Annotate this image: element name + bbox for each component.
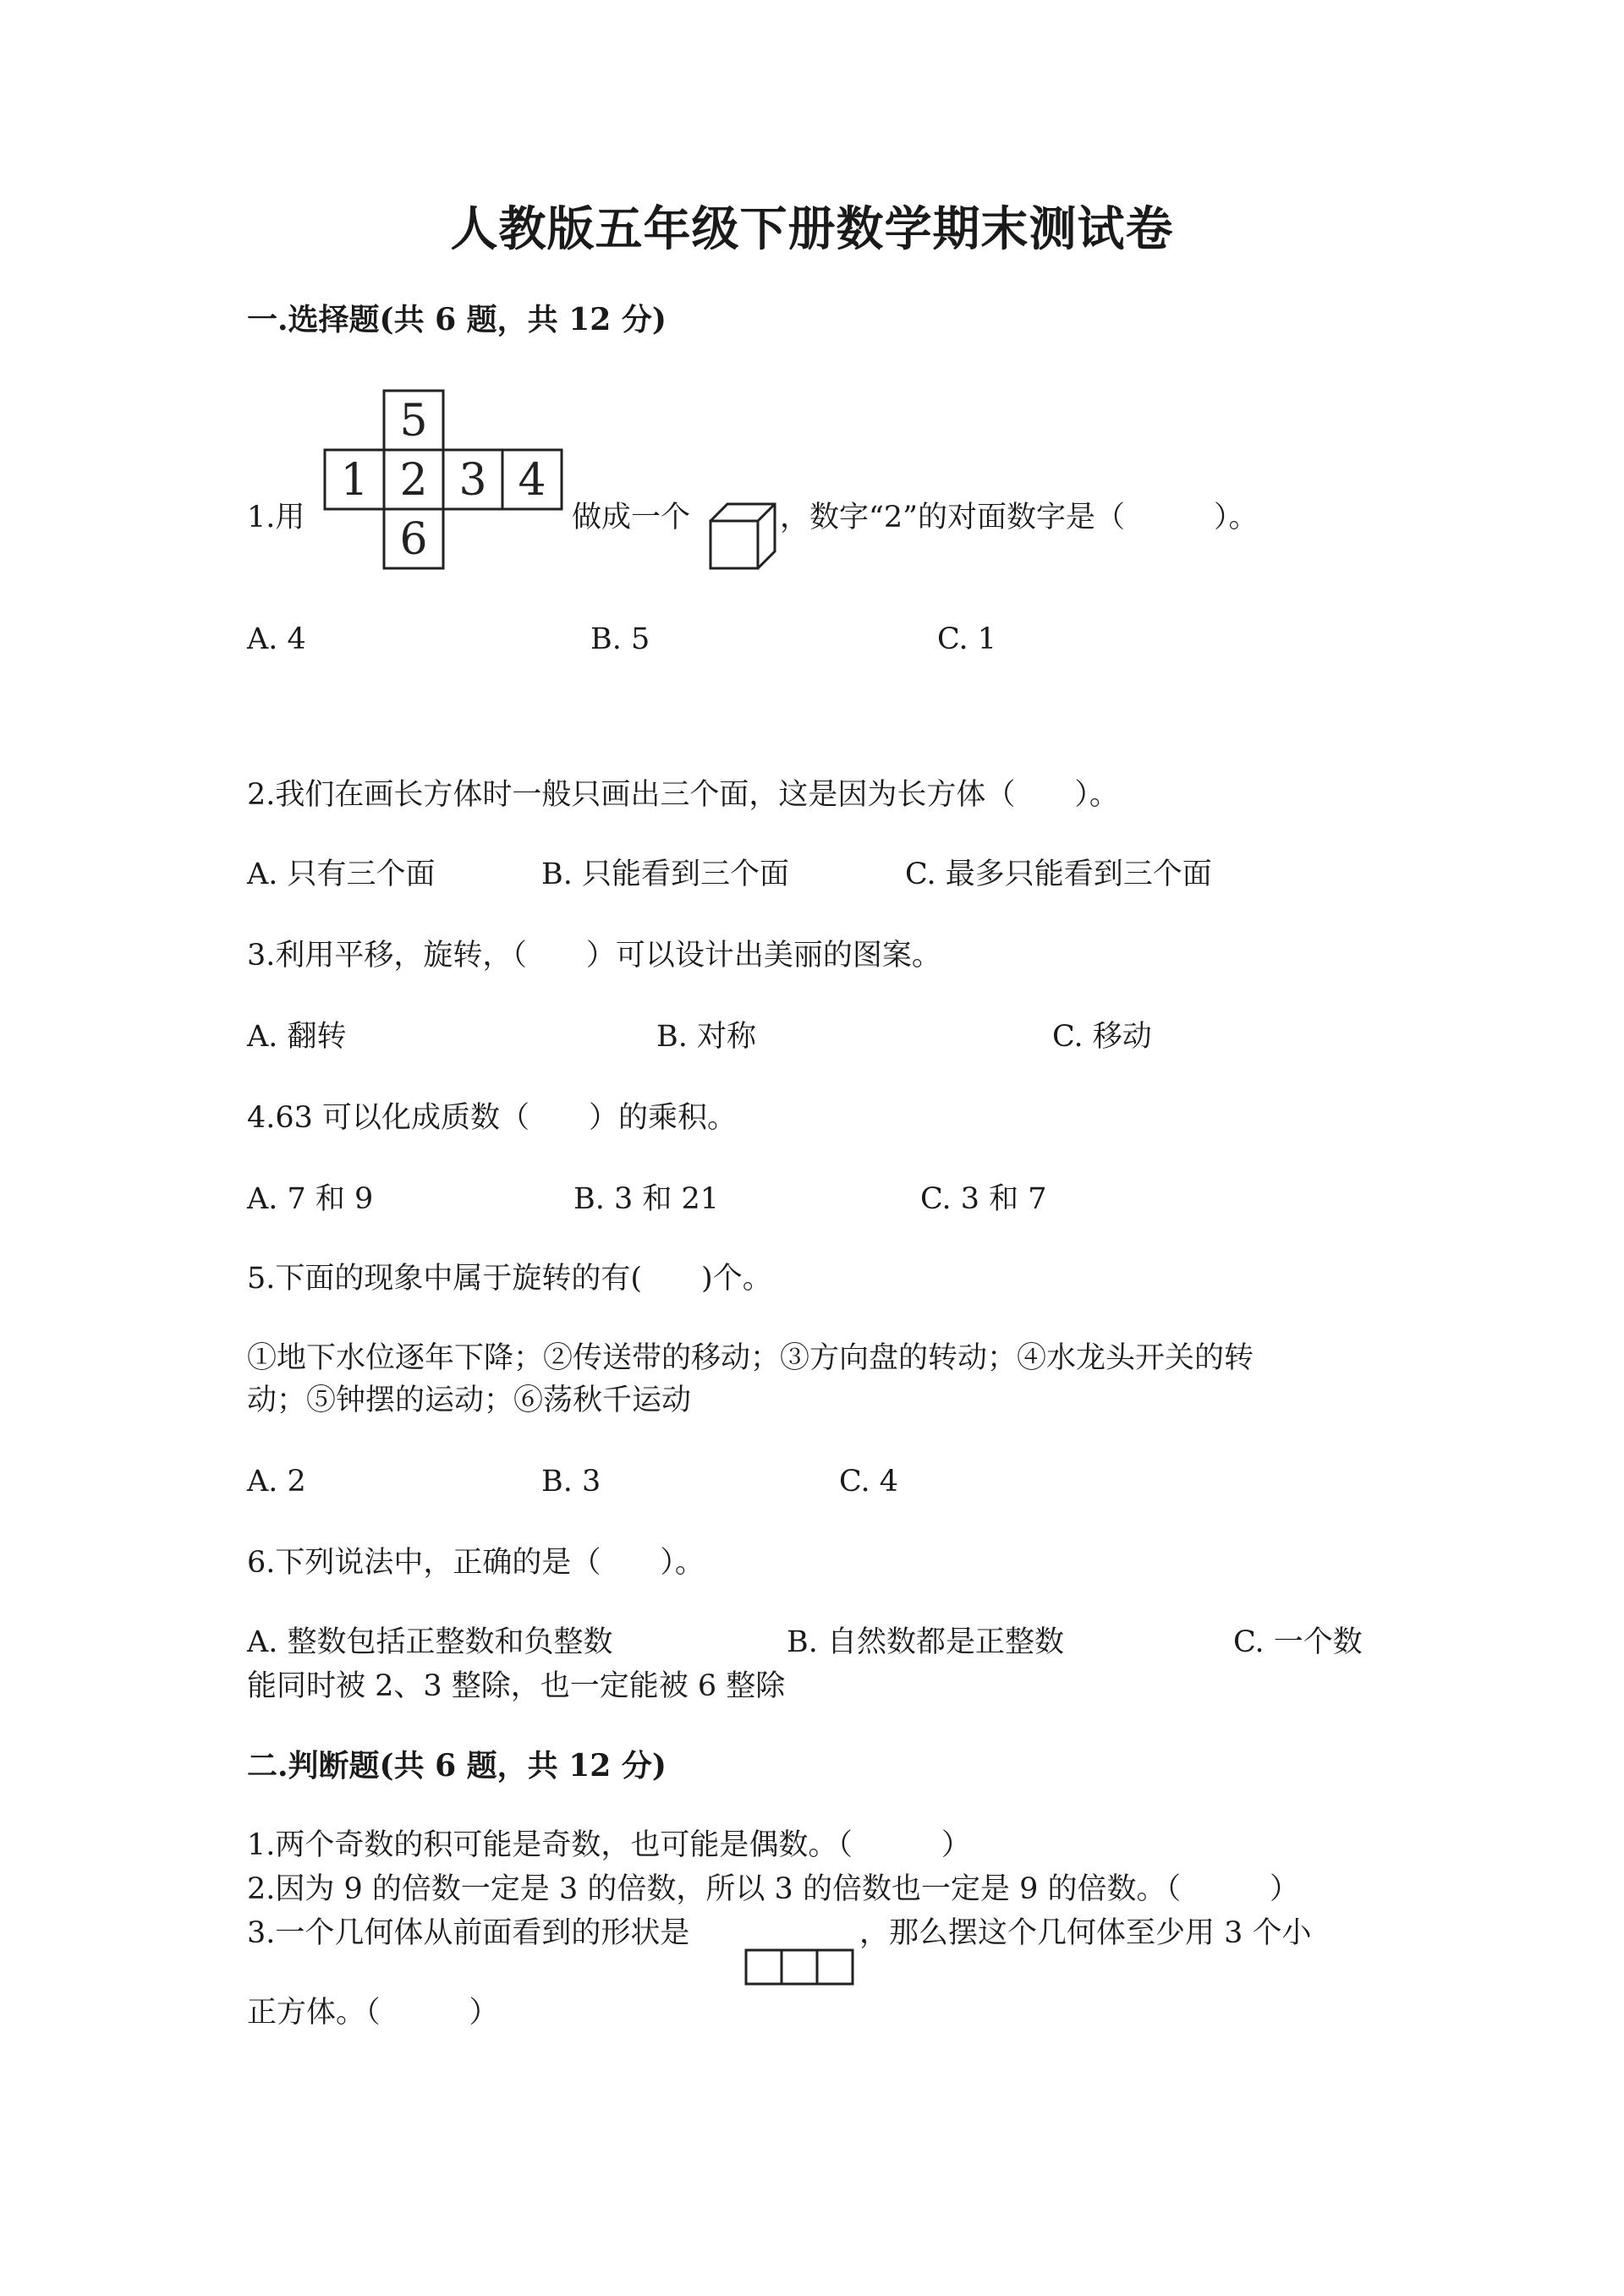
q4-stem: 4.63 可以化成质数（ ）的乘积。 [247, 1101, 738, 1135]
q5-option-a: A. 2 [247, 1465, 306, 1499]
q6-option-c: C. 一个数 [1233, 1625, 1363, 1659]
q5-option-b: B. 3 [541, 1465, 601, 1499]
q6-option-c-continued: 能同时被 2、3 整除，也一定能被 6 整除 [247, 1669, 786, 1703]
section1-heading: 一.选择题(共 6 题，共 12 分) [247, 302, 667, 337]
q4-option-b: B. 3 和 21 [573, 1182, 720, 1216]
q2-option-b: B. 只能看到三个面 [541, 858, 789, 891]
cube-icon [709, 502, 776, 570]
q2-option-a: A. 只有三个面 [247, 858, 436, 891]
q1-suffix: ，数字“2”的对面数字是（ ）。 [780, 501, 1259, 534]
q5-detail-line2: 动；⑤钟摆的运动；⑥荡秋千运动 [247, 1384, 692, 1417]
net-digit: 5 [399, 396, 428, 447]
q5-option-c: C. 4 [839, 1465, 899, 1499]
net-digit: 2 [399, 455, 428, 506]
q3-option-a: A. 翻转 [247, 1020, 347, 1054]
q6-option-b: B. 自然数都是正整数 [787, 1625, 1064, 1659]
q3-option-c: C. 移动 [1052, 1020, 1152, 1054]
q6-option-a: A. 整数包括正整数和负整数 [247, 1625, 613, 1659]
q1-prefix: 1.用 [247, 501, 305, 534]
q2-option-c: C. 最多只能看到三个面 [905, 858, 1212, 891]
tf-q2: 2.因为 9 的倍数一定是 3 的倍数，所以 3 的倍数也一定是 9 的倍数。（ ） [247, 1872, 1299, 1906]
tf-q3-line2: 正方体。（ ） [247, 1996, 499, 2030]
q4-option-a: A. 7 和 9 [247, 1182, 374, 1216]
q3-stem: 3.利用平移，旋转，（ ）可以设计出美丽的图案。 [247, 939, 941, 973]
net-digit: 6 [399, 514, 428, 565]
q5-detail-line1: ①地下水位逐年下降；②传送带的移动；③方向盘的转动；④水龙头开关的转 [247, 1341, 1254, 1375]
q1-middle: 做成一个 [572, 501, 691, 534]
q2-stem: 2.我们在画长方体时一般只画出三个面，这是因为长方体（ ）。 [247, 778, 1119, 812]
three-squares-figure [744, 1948, 856, 1986]
tf-q3-part1: 3.一个几何体从前面看到的形状是 [247, 1916, 690, 1950]
q6-stem: 6.下列说法中，正确的是（ ）。 [247, 1546, 705, 1580]
net-digit: 4 [518, 455, 546, 506]
section2-heading: 二.判断题(共 6 题，共 12 分) [247, 1748, 667, 1784]
q1-option-a: A. 4 [247, 622, 306, 656]
q5-stem: 5.下面的现象中属于旋转的有( )个。 [247, 1262, 772, 1296]
tf-q1: 1.两个奇数的积可能是奇数，也可能是偶数。（ ） [247, 1828, 971, 1862]
q4-option-c: C. 3 和 7 [920, 1182, 1047, 1216]
net-digit: 3 [458, 455, 487, 506]
page-title: 人教版五年级下册数学期末测试卷 [450, 201, 1174, 257]
q3-option-b: B. 对称 [656, 1020, 756, 1054]
tf-q3-part2: ，那么摆这个几何体至少用 3 个小 [859, 1916, 1312, 1950]
cube-net-figure [325, 391, 562, 568]
q1-option-c: C. 1 [937, 622, 997, 656]
q1-option-b: B. 5 [590, 622, 650, 656]
net-digit: 1 [340, 455, 369, 506]
